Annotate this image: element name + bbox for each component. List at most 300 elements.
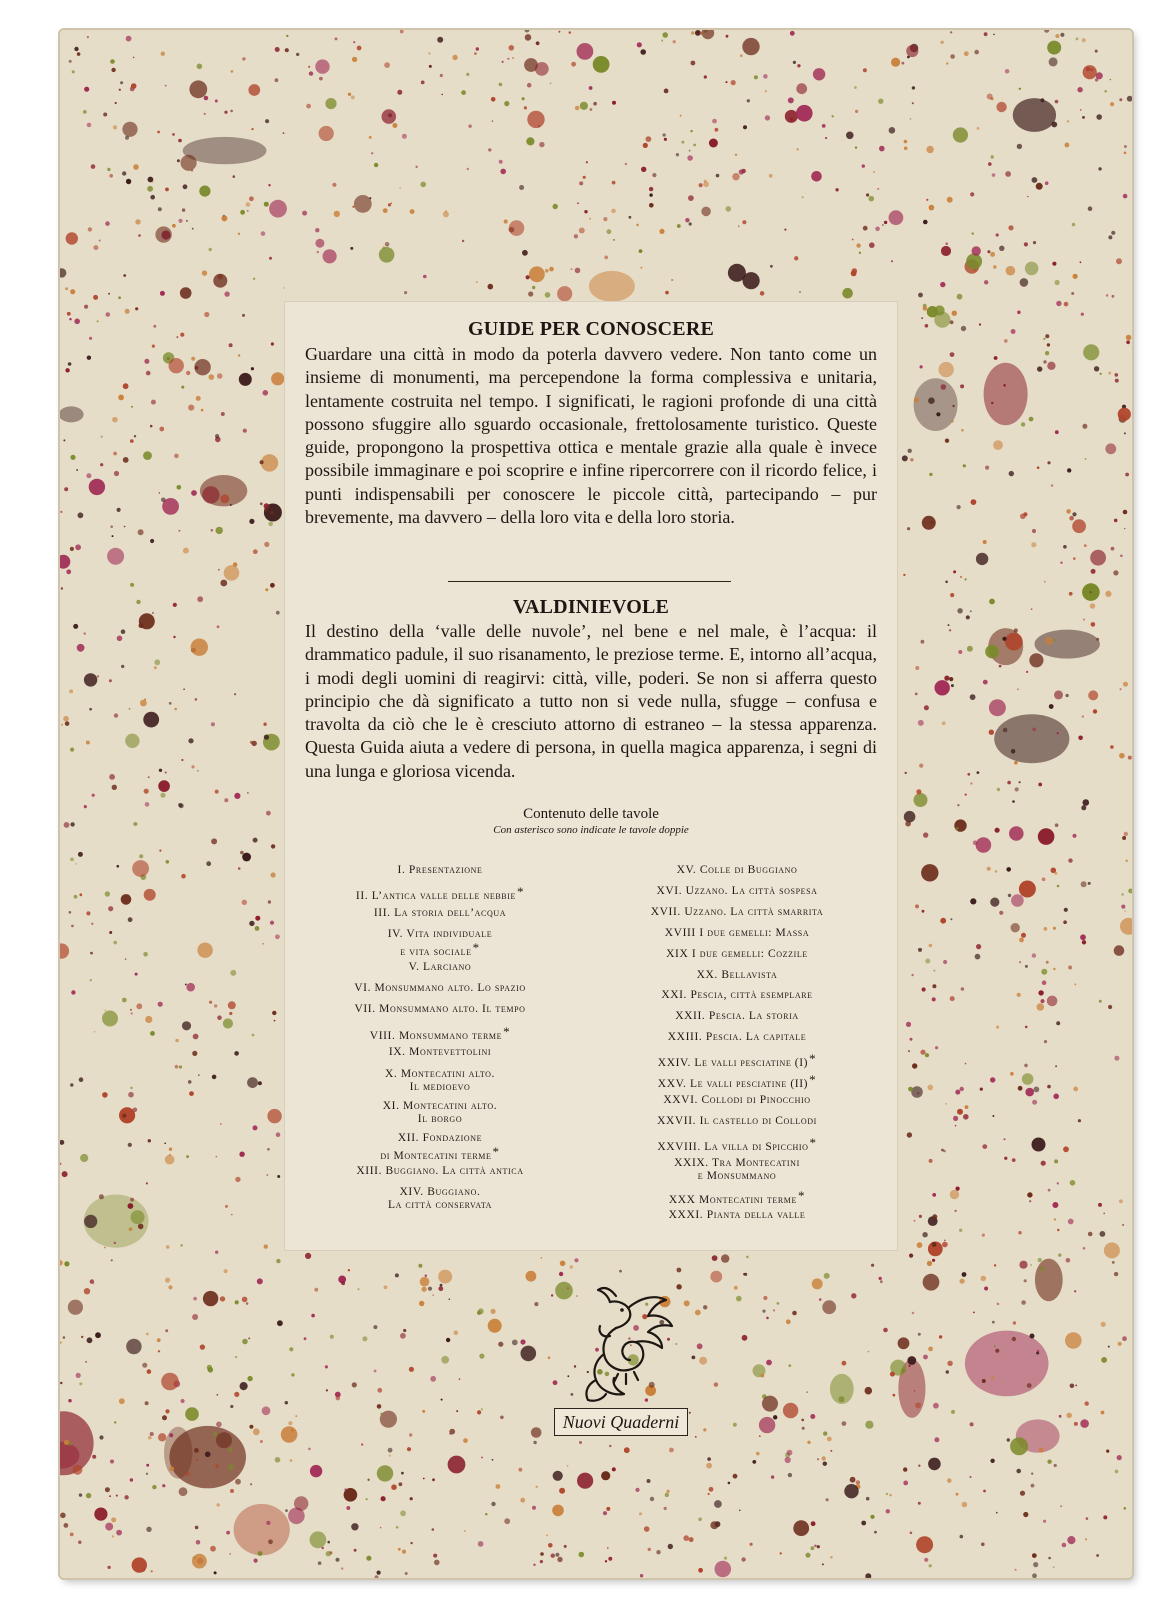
paint-dot: [133, 57, 135, 59]
paint-dot: [326, 1389, 328, 1391]
paint-dot: [66, 569, 71, 574]
paint-dot: [354, 1549, 357, 1552]
paint-dot: [990, 1459, 994, 1463]
paint-dot: [335, 37, 338, 40]
paint-dot: [62, 1171, 68, 1177]
paint-dot: [668, 1544, 673, 1549]
paint-blotch: [164, 1427, 192, 1479]
paint-dot: [1082, 424, 1087, 429]
paint-dot: [189, 80, 207, 98]
paint-dot: [575, 106, 580, 111]
paint-dot: [1128, 889, 1132, 894]
paint-dot: [870, 1515, 874, 1519]
paint-dot: [967, 646, 973, 652]
paint-dot: [1012, 800, 1015, 803]
paint-dot: [93, 295, 98, 300]
contents-item: [285, 1100, 595, 1126]
contents-item: [582, 989, 892, 1002]
paint-dot: [801, 1419, 804, 1422]
paint-dot: [150, 539, 154, 543]
paint-dot: [70, 455, 75, 460]
paint-dot: [155, 226, 171, 242]
paint-dot: [136, 600, 140, 604]
paint-dot: [459, 1378, 461, 1380]
paint-dot: [188, 405, 194, 411]
paint-dot: [66, 232, 78, 244]
paint-dot: [822, 1300, 836, 1314]
paint-dot: [1016, 1469, 1021, 1474]
paint-dot: [947, 1361, 952, 1366]
paint-dot: [215, 1251, 218, 1254]
paint-dot: [997, 788, 1000, 791]
paint-dot: [1080, 1419, 1089, 1428]
paint-dot: [985, 645, 999, 659]
paint-dot: [1033, 1562, 1038, 1567]
paint-dot: [429, 65, 432, 68]
paint-dot: [399, 1482, 403, 1486]
contents-item: [285, 1003, 595, 1016]
paint-dot: [90, 952, 93, 955]
paint-dot: [1111, 231, 1115, 235]
asterisk-icon: *: [503, 1023, 511, 1039]
publisher-logo: Nuovi Quaderni: [554, 1408, 688, 1436]
paint-dot: [309, 71, 313, 75]
paint-dot: [197, 770, 199, 772]
asterisk-icon: *: [516, 884, 525, 900]
paint-dot: [114, 1242, 116, 1244]
paint-dot: [1091, 569, 1096, 574]
paint-dot: [499, 83, 503, 87]
paint-dot: [844, 1484, 858, 1498]
paint-dot: [283, 132, 285, 134]
paint-dot: [963, 1114, 969, 1120]
paint-dot: [797, 64, 800, 67]
paint-dot: [325, 98, 336, 109]
paint-dot: [950, 918, 952, 920]
contents-item-line: XX. Bellavista: [696, 968, 778, 981]
paint-dot: [1060, 562, 1062, 564]
paint-dot: [994, 356, 998, 360]
contents-item-line: XXIX. Tra Montecatini: [674, 1156, 800, 1169]
paint-dot: [796, 105, 813, 122]
paint-dot: [220, 580, 227, 587]
paint-dot: [716, 174, 720, 178]
paint-dot: [1125, 860, 1128, 863]
paint-dot: [86, 911, 90, 915]
paint-dot: [240, 1382, 248, 1390]
paint-dot: [1082, 940, 1086, 944]
paint-dot: [275, 1457, 281, 1463]
paint-dot: [182, 208, 185, 211]
paint-dot: [464, 1530, 466, 1532]
paint-dot: [134, 435, 136, 437]
paint-dot: [691, 31, 694, 34]
paint-dot: [87, 123, 92, 128]
paint-dot: [973, 1312, 975, 1314]
paint-dot: [410, 1542, 412, 1544]
paint-dot: [1120, 688, 1122, 690]
paint-dot: [643, 143, 648, 148]
paint-dot: [962, 1502, 968, 1508]
paint-dot: [607, 1547, 609, 1549]
paint-dot: [914, 1220, 916, 1222]
paint-dot: [1080, 109, 1082, 111]
paint-dot: [504, 101, 509, 106]
paint-dot: [704, 75, 707, 78]
paint-dot: [557, 286, 572, 301]
contents-item-line: XXI. Pescia, città esemplare: [661, 989, 813, 1002]
paint-dot: [507, 58, 509, 60]
paint-dot: [1058, 1253, 1061, 1256]
paint-dot: [162, 1415, 167, 1420]
paint-dot: [409, 1367, 414, 1372]
paint-dot: [904, 147, 908, 151]
contents-item-line: XXVIII. La villa di Spicchio*: [657, 1134, 817, 1153]
paint-dot: [605, 1560, 607, 1562]
paint-dot: [130, 1087, 132, 1089]
paint-dot: [689, 150, 691, 152]
paint-dot: [87, 356, 91, 360]
paint-dot: [64, 487, 68, 491]
paint-dot: [984, 32, 988, 36]
paint-dot: [983, 1490, 986, 1493]
paint-dot: [377, 1571, 381, 1575]
paint-dot: [935, 305, 945, 315]
paint-dot: [217, 625, 220, 628]
paint-dot: [283, 287, 285, 289]
paint-dot: [666, 1490, 669, 1493]
paint-dot: [481, 1457, 483, 1459]
paint-dot: [179, 1065, 182, 1068]
paint-dot: [463, 1438, 468, 1443]
paint-dot: [255, 916, 260, 921]
paint-dot: [1108, 235, 1112, 239]
paint-dot: [369, 136, 372, 139]
paint-dot: [1083, 65, 1097, 79]
paint-dot: [226, 1531, 230, 1535]
paint-dot: [958, 650, 962, 654]
paint-dot: [785, 1457, 791, 1463]
paint-dot: [79, 1382, 82, 1385]
paint-dot: [65, 368, 69, 372]
paint-dot: [1029, 1200, 1031, 1202]
paint-dot: [1008, 894, 1011, 897]
contents-item-line: IX. Montevettolini: [388, 1046, 492, 1059]
paint-dot: [994, 1345, 996, 1347]
paint-dot: [673, 40, 676, 43]
paint-dot: [112, 785, 117, 790]
paint-dot: [1047, 996, 1058, 1007]
paint-dot: [646, 136, 652, 142]
paint-dot: [583, 176, 586, 179]
paint-dot: [865, 1573, 871, 1578]
paint-dot: [125, 734, 139, 748]
paint-dot: [247, 210, 249, 212]
paint-dot: [731, 80, 736, 85]
contents-item-line: I. Presentazione: [397, 864, 483, 876]
paint-dot: [882, 224, 884, 226]
paint-dot: [1123, 510, 1128, 515]
paint-dot: [996, 233, 999, 236]
paint-dot: [574, 1258, 578, 1262]
paint-dot: [734, 1286, 738, 1290]
paint-dot: [935, 680, 950, 695]
paint-dot: [375, 1575, 379, 1578]
paint-dot: [74, 319, 80, 325]
paint-dot: [851, 1293, 856, 1298]
paint-dot: [891, 58, 900, 67]
paint-dot: [64, 822, 70, 828]
paint-dot: [196, 396, 201, 401]
paint-dot: [1121, 893, 1123, 895]
paint-dot: [158, 1433, 166, 1441]
paint-dot: [388, 1448, 393, 1453]
paint-dot: [908, 449, 912, 453]
paint-dot: [1030, 1334, 1035, 1339]
paint-dot: [612, 1467, 616, 1471]
paint-dot: [121, 665, 124, 668]
asterisk-icon: *: [492, 1144, 500, 1160]
paint-dot: [945, 581, 948, 584]
paint-dot: [169, 1148, 172, 1151]
paint-dot: [693, 144, 696, 147]
paint-dot: [77, 644, 85, 652]
paint-blotch: [984, 363, 1028, 426]
paint-dot: [271, 844, 275, 848]
paint-dot: [960, 384, 964, 388]
paint-dot: [183, 184, 188, 189]
paint-dot: [806, 1553, 811, 1558]
contents-item: [582, 1073, 892, 1091]
paint-dot: [110, 525, 113, 528]
paint-dot: [1027, 196, 1029, 198]
paint-dot: [491, 97, 496, 102]
contents-item: [285, 928, 595, 959]
paint-dot: [130, 583, 134, 587]
paint-dot: [1049, 57, 1058, 66]
contents-item: [582, 1136, 892, 1154]
paint-dot: [432, 1478, 435, 1481]
paint-dot: [152, 612, 154, 614]
paint-dot: [769, 174, 773, 178]
paint-dot: [131, 1210, 145, 1224]
paint-dot: [193, 1034, 199, 1040]
paint-dot: [763, 1296, 767, 1300]
paint-dot: [863, 226, 868, 231]
paint-dot: [326, 1551, 331, 1556]
paint-dot: [391, 203, 393, 205]
paint-dot: [726, 81, 728, 83]
paint-dot: [967, 773, 970, 776]
paint-dot: [196, 1540, 201, 1545]
paint-dot: [656, 1550, 660, 1554]
paint-dot: [130, 439, 134, 443]
paint-dot: [357, 46, 362, 51]
paint-dot: [456, 1410, 458, 1412]
paint-dot: [932, 997, 936, 1001]
paint-dot: [915, 666, 919, 670]
paint-dot: [1083, 1247, 1086, 1250]
paint-dot: [957, 804, 959, 806]
paint-dot: [119, 1398, 125, 1404]
paint-dot: [239, 1152, 244, 1157]
paint-dot: [691, 61, 696, 66]
paint-dot: [822, 1563, 824, 1565]
paint-dot: [336, 1558, 340, 1562]
paint-dot: [1106, 1450, 1109, 1453]
paint-dot: [318, 1561, 322, 1565]
paint-dot: [85, 1361, 87, 1363]
paint-dot: [440, 74, 443, 77]
paint-dot: [987, 250, 990, 253]
paint-dot: [123, 274, 126, 277]
paint-dot: [577, 43, 594, 60]
paint-dot: [955, 827, 958, 830]
paint-dot: [211, 838, 217, 844]
paint-dot: [130, 1478, 133, 1481]
paint-dot: [665, 1493, 669, 1497]
paint-dot: [1017, 144, 1022, 149]
paint-dot: [258, 1081, 262, 1085]
paint-dot: [1100, 1231, 1106, 1237]
paint-dot: [957, 505, 961, 509]
paint-dot: [251, 367, 254, 370]
paint-dot: [109, 1495, 111, 1497]
paint-dot: [1025, 965, 1028, 968]
paint-dot: [109, 174, 113, 178]
paint-dot: [1076, 38, 1079, 41]
paint-dot: [918, 1333, 921, 1336]
paint-dot: [238, 867, 241, 870]
paint-dot: [223, 1018, 233, 1028]
paint-dot: [697, 1343, 703, 1349]
paint-dot: [1071, 292, 1074, 295]
paint-dot: [84, 805, 87, 808]
paint-dot: [698, 1518, 702, 1522]
paint-dot: [866, 1497, 870, 1501]
paint-dot: [165, 1155, 175, 1165]
paint-dot: [311, 1314, 315, 1318]
paint-dot: [1070, 1384, 1075, 1389]
paint-dot: [793, 61, 796, 64]
paint-dot: [762, 1396, 778, 1412]
paint-dot: [990, 252, 995, 257]
paint-dot: [677, 1268, 682, 1273]
paint-dot: [608, 1557, 612, 1561]
paint-dot: [291, 1373, 294, 1376]
paint-dot: [525, 34, 532, 41]
paint-dot: [540, 1560, 543, 1563]
paint-dot: [936, 412, 940, 416]
paint-dot: [780, 1552, 782, 1554]
paint-dot: [100, 463, 103, 466]
paint-dot: [402, 1550, 406, 1554]
paint-dot: [788, 97, 794, 103]
paint-dot: [766, 1360, 772, 1366]
paint-dot: [1055, 100, 1059, 104]
paint-dot: [603, 1511, 607, 1515]
paint-dot: [215, 434, 219, 438]
paint-dot: [198, 1074, 200, 1076]
paint-dot: [1039, 1448, 1044, 1453]
paint-dot: [425, 1275, 427, 1277]
paint-dot: [449, 1433, 451, 1435]
paint-dot: [1025, 262, 1039, 276]
contents-item-line: VI. Monsummano alto. Lo spazio: [354, 982, 526, 994]
paint-dot: [842, 1421, 847, 1426]
paint-dot: [146, 1333, 149, 1336]
paint-dot: [948, 624, 950, 626]
paint-dot: [295, 1415, 297, 1417]
paint-dot: [1032, 1573, 1037, 1578]
paint-dot: [902, 62, 905, 65]
paint-dot: [916, 789, 921, 794]
paint-dot: [113, 452, 117, 456]
paint-dot: [169, 358, 184, 373]
paint-dot: [636, 224, 639, 227]
paint-dot: [445, 211, 447, 213]
paint-dot: [1009, 826, 1024, 841]
paint-dot: [234, 693, 236, 695]
paint-dot: [1057, 885, 1060, 888]
paint-dot: [93, 245, 98, 250]
paint-dot: [904, 811, 916, 823]
paint-dot: [920, 1050, 925, 1055]
paint-dot: [201, 409, 204, 412]
paint-dot: [916, 1536, 933, 1553]
paint-dot: [384, 1285, 388, 1289]
paint-dot: [951, 1410, 955, 1414]
paint-dot: [308, 1448, 311, 1451]
paint-dot: [68, 362, 72, 366]
paint-dot: [91, 164, 96, 169]
paint-dot: [714, 1382, 718, 1386]
paint-dot: [590, 108, 593, 111]
paint-dot: [302, 211, 307, 216]
paint-dot: [1004, 339, 1008, 343]
paint-dot: [350, 247, 353, 250]
paint-dot: [915, 1402, 921, 1408]
paint-dot: [1009, 471, 1014, 476]
paint-dot: [893, 1394, 896, 1397]
paint-dot: [1044, 30, 1049, 33]
paint-dot: [1019, 881, 1036, 898]
paint-dot: [275, 78, 279, 82]
paint-dot: [195, 1526, 199, 1530]
paint-dot: [1048, 1189, 1051, 1192]
paint-dot: [942, 1242, 948, 1248]
paint-dot: [466, 73, 469, 76]
paint-dot: [130, 1198, 134, 1202]
paint-dot: [217, 1503, 220, 1506]
paint-dot: [535, 62, 549, 76]
paint-dot: [266, 1521, 270, 1525]
paint-dot: [60, 555, 70, 569]
paint-dot: [479, 1354, 484, 1359]
paint-dot: [183, 548, 189, 554]
contents-item: [285, 1046, 595, 1059]
paint-dot: [385, 242, 390, 247]
paint-dot: [1126, 335, 1132, 341]
paint-dot: [107, 168, 110, 171]
paint-dot: [432, 1528, 435, 1531]
paint-dot: [607, 229, 612, 234]
paint-dot: [649, 203, 654, 208]
paint-dot: [520, 1498, 525, 1503]
paint-dot: [86, 741, 90, 745]
paint-dot: [823, 1462, 827, 1466]
paint-dot: [1067, 120, 1069, 122]
